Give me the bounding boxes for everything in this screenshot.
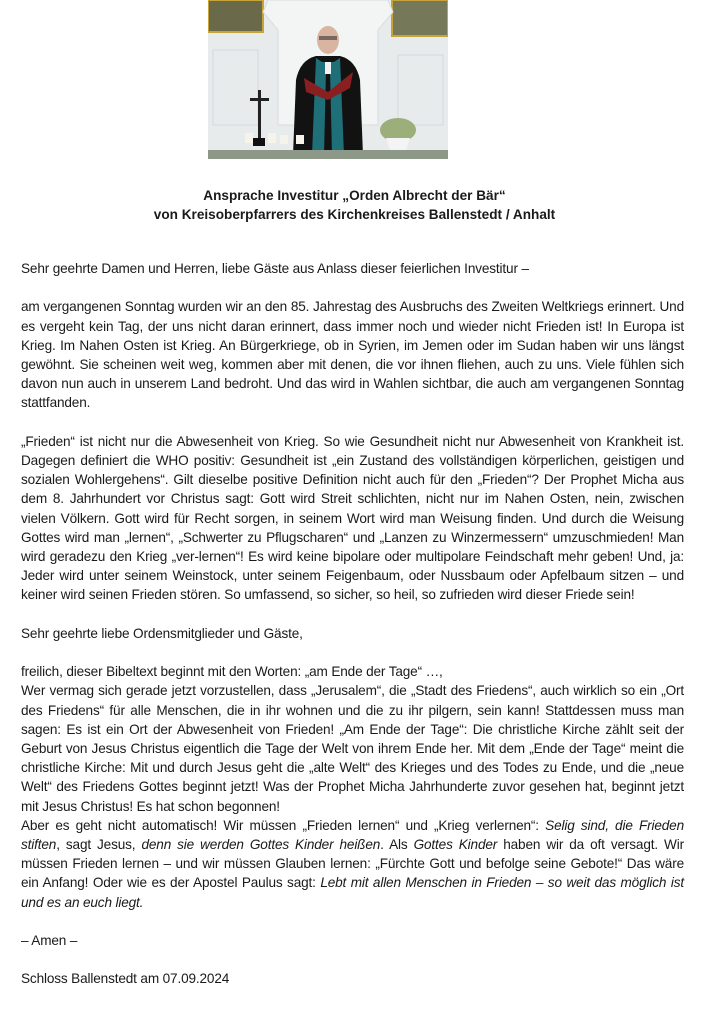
closing-amen: – Amen –: [21, 933, 78, 949]
paragraph-4-part-3: . Als: [380, 837, 414, 853]
paragraph-3: Wer vermag sich gerade jetzt vorzustellen, dass „Jerusalem“, die „Stadt des Friedens“, auch wirklich so ein „Ort des Friedens“ für alle Menschen, die in ihr wohnen und die zu ihr pilgern, sein kann! Stattdessen muss man sagen: Es ist ein Ort der Abwesenheit von Frieden! „Am Ende der Tage“: Die christliche Kirche zählt seit der Geburt von Jesus Christus eigentlich die Tage der Welt von ihrem Ende her. Mit dem „Ende der Tage“ meint die christliche Kirche: Mit und durch Jesus geht die „alte Welt“ des Krieges und des Todes zu Ende, und die „neue Welt“ des Friedens Gottes beginnt jetzt! Was der Prophet Micha Jahrhunderte zuvor gesehen hat, beginnt jetzt mit Jesus Christus! Es hat schon begonnen!: [21, 683, 684, 814]
signature-place-date: Schloss Ballenstedt am 07.09.2024: [21, 971, 230, 987]
paragraph-3-intro: freilich, dieser Bibeltext beginnt mit den Worten: „am Ende der Tage“ …,: [21, 664, 443, 680]
pastor-photo: [208, 0, 448, 159]
quote-gottes-kinder: Gottes Kinder: [413, 837, 498, 853]
speech-body: [21, 259, 684, 989]
title-line-1: Ansprache Investitur „Orden Albrecht der Bär“: [203, 188, 506, 203]
quote-beatitude-1: Selig sind, die Frieden stiften: [21, 817, 684, 853]
salutation-1: Sehr geehrte Damen und Herren, liebe Gäste aus Anlass dieser feierlichen Investitur –: [21, 261, 529, 276]
paragraph-4-part-2: , sagt Jesus,: [56, 837, 142, 853]
paragraph-2: „Frieden“ ist nicht nur die Abwesenheit von Krieg. So wie Gesundheit nicht nur Abwesenheit von Krankheit ist. Dagegen definiert die WHO positiv: Gesundheit ist „ein Zustand des vollständigen körperlichen, geistigen und sozialen Wohlergehens“. Gilt dieselbe positive Definition nicht auch für den „Frieden“? Der Prophet Micha aus dem 8. Jahrhundert vor Christus sagt: Gott wird Streit schlichten, nicht nur im Nahen Osten, nein, zwischen vielen Völkern. Gott wird für Recht sorgen, in seinem Wort wird man Weisung finden. Und durch die Weisung Gottes wird man „lernen“, „Schwerter zu Pflugscharen“ und „Lanzen zu Winzermessern“ umzuschmieden! Man wird geradezu den Krieg „ver-lernen“! Es wird keine bipolare oder multipolare Feindschaft mehr geben! Und, ja: Jeder wird unter seinem Weinstock, unter seinem Feigenbaum, oder Nussbaum oder Apfelbaum sitzen – und keiner wird seinen Frieden stören. So umfassend, so sicher, so heil, so zufrieden wird dieser Friede sein!: [21, 433, 684, 603]
quote-paulus: Lebt mit allen Menschen in Frieden – so weit das möglich ist und es an euch liegt.: [21, 875, 684, 910]
salutation-2: Sehr geehrte liebe Ordensmitglieder und Gäste,: [21, 625, 303, 641]
paragraph-4: [21, 816, 684, 912]
paragraph-4-part-4: haben wir da oft versagt. Wir müssen Frieden lernen – und wir müssen Glauben lernen: „Fürchte Gott und befolge seine Gebote!“ Das wäre ein Anfang! Oder wie es der Apostel Paulus sagt:: [21, 837, 684, 891]
title-line-2: von Kreisoberpfarrers des Kirchenkreises Ballenstedt / Anhalt: [153, 207, 556, 222]
paragraph-1: am vergangenen Sonntag wurden wir an den 85. Jahrestag des Ausbruchs des Zweiten Weltkriegs erinnert. Und es vergeht kein Tag, der uns nicht daran erinnert, dass immer noch und wieder nicht Frieden ist! In Europa ist Krieg. Im Nahen Osten ist Krieg. An Bürgerkriege, ob in Syrien, im Jemen oder im Sudan haben wir uns längst gewöhnt. Sie scheinen weit weg, kommen aber mit denen, die vor ihnen fliehen, auch zu uns. Viele fühlen sich davon nun auch in unserem Land bedroht. Und das wird in Wahlen sichtbar, die auch am vergangenen Sonntag stattfanden.: [21, 299, 684, 411]
document-title: [0, 186, 709, 224]
pastor-photo-illustration: [208, 0, 448, 159]
quote-beatitude-2: denn sie werden Gottes Kinder heißen: [141, 837, 381, 853]
paragraph-4-part-1: Aber es geht nicht automatisch! Wir müssen „Frieden lernen“ und „Krieg verlernen“:: [21, 817, 546, 833]
